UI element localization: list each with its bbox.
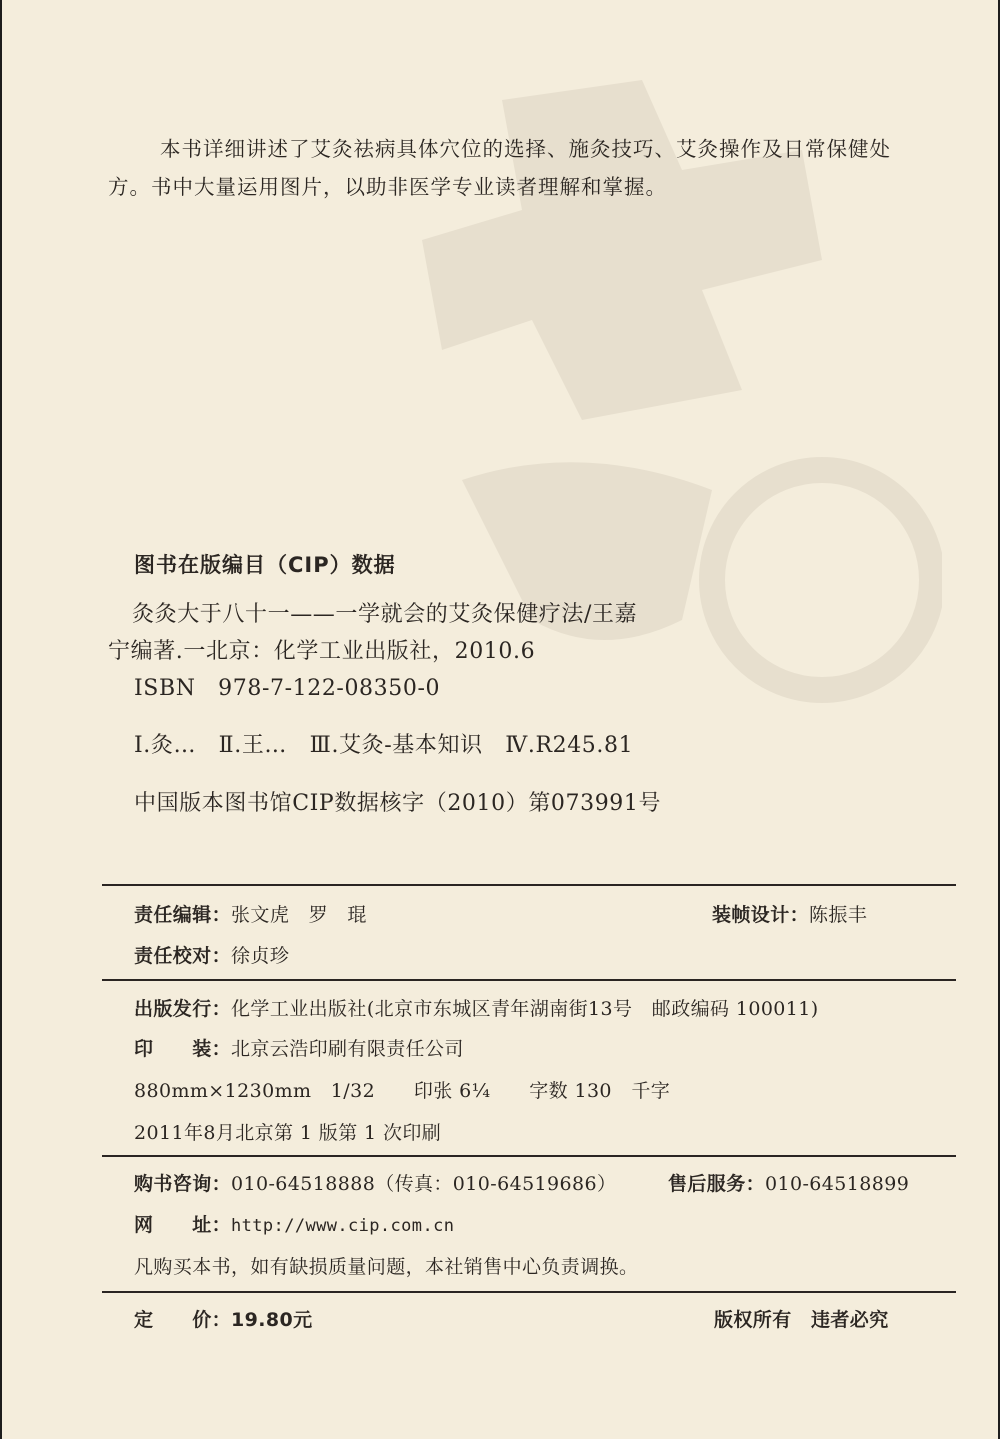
divider-price xyxy=(102,1291,956,1293)
cip-heading: 图书在版编目（CIP）数据 xyxy=(134,553,396,577)
proof-label: 责任校对： xyxy=(134,945,232,967)
service-label: 售后服务： xyxy=(668,1173,766,1195)
divider-publishing xyxy=(102,1155,956,1157)
rights-notice: 版权所有 违者必究 xyxy=(714,1309,889,1331)
service-row xyxy=(668,1169,909,1196)
order-row xyxy=(134,1169,616,1196)
proof-value: 徐贞珍 xyxy=(231,945,290,967)
cip-isbn: ISBN 978-7-122-08350-0 xyxy=(134,676,441,701)
proof-row xyxy=(134,941,289,968)
publisher-label: 出版发行： xyxy=(134,998,232,1020)
price-value: 19.80元 xyxy=(231,1309,313,1331)
format-row: 880mm×1230mm 1/32 印张 6¼ 字数 130 千字 xyxy=(134,1080,671,1102)
divider-top xyxy=(102,884,956,886)
design-label: 装帧设计： xyxy=(712,904,810,926)
editor-label: 责任编辑： xyxy=(134,904,232,926)
order-label: 购书咨询： xyxy=(134,1173,232,1195)
design-row xyxy=(712,900,867,927)
publisher-row xyxy=(134,994,819,1021)
printer-value: 北京云浩印刷有限责任公司 xyxy=(231,1038,464,1060)
price-row xyxy=(134,1305,313,1332)
cip-author-line: 宁编著.一北京：化学工业出版社，2010.6 xyxy=(108,639,536,664)
editor-value: 张文虎 罗 琨 xyxy=(231,904,367,926)
editor-row xyxy=(134,900,367,927)
divider-credits xyxy=(102,979,956,981)
service-value: 010-64518899 xyxy=(765,1173,910,1195)
website-label: 网 址： xyxy=(134,1214,232,1236)
cip-classification: Ⅰ.灸… Ⅱ.王… Ⅲ.艾灸-基本知识 Ⅳ.R245.81 xyxy=(134,733,634,758)
publisher-value: 化学工业出版社(北京市东城区青年湖南街13号 邮政编码 100011) xyxy=(231,998,819,1020)
cip-title-line: 灸灸大于八十一——一学就会的艾灸保健疗法/王嘉 xyxy=(132,602,638,627)
cip-record-number: 中国版本图书馆CIP数据核字（2010）第073991号 xyxy=(134,791,662,816)
design-value: 陈振丰 xyxy=(809,904,868,926)
edition-row: 2011年8月北京第 1 版第 1 次印刷 xyxy=(134,1122,442,1144)
printer-label: 印 装： xyxy=(134,1038,232,1060)
exchange-notice: 凡购买本书，如有缺损质量问题，本社销售中心负责调换。 xyxy=(134,1256,639,1278)
website-value[interactable]: http://www.cip.com.cn xyxy=(231,1216,455,1236)
printer-row xyxy=(134,1034,464,1061)
book-abstract: 本书详细讲述了艾灸祛病具体穴位的选择、施灸技巧、艾灸操作及日常保健处方。书中大量运用图片，以助非医学专业读者理解和掌握。 xyxy=(108,137,891,199)
price-label: 定 价： xyxy=(134,1309,232,1331)
website-row xyxy=(134,1210,454,1237)
order-value: 010-64518888（传真：010-64519686） xyxy=(231,1173,617,1195)
